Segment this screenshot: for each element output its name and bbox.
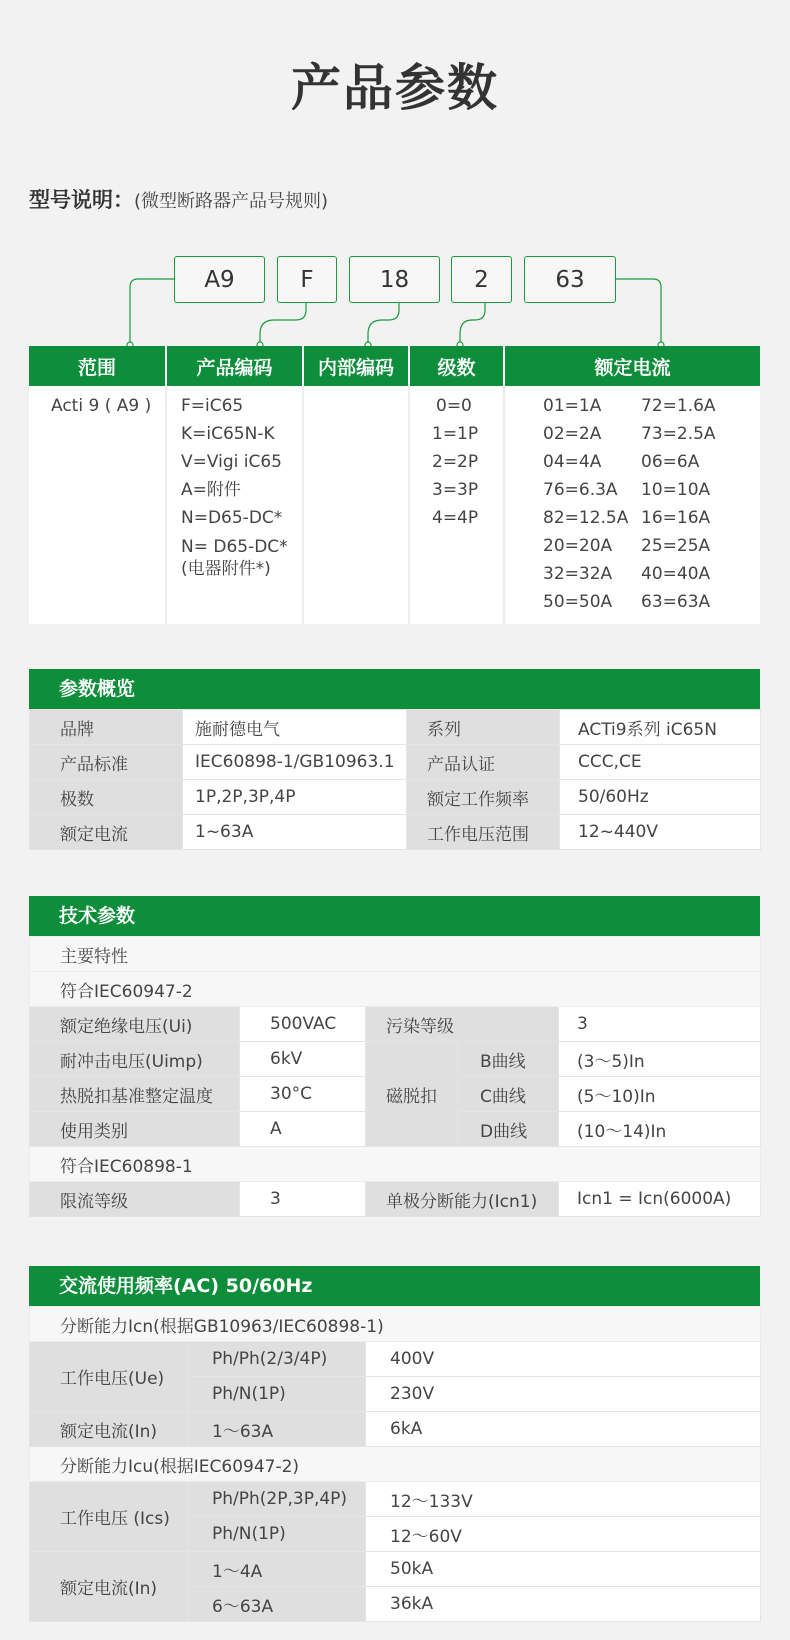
product-code-item: N= D65-DC* <box>181 537 288 557</box>
table-row <box>30 1007 761 1042</box>
param-label: 使用类别 <box>30 1112 240 1147</box>
param-value: A <box>240 1112 366 1147</box>
param-label: 工作电压(Ue) <box>30 1342 188 1412</box>
param-label: 耐冲击电压(Uimp) <box>30 1042 240 1077</box>
param-value: IEC60898-1/GB10963.1 <box>183 745 407 780</box>
table-row <box>30 815 761 850</box>
header-product-code: 产品编码 <box>166 346 303 386</box>
param-label: 极数 <box>30 780 183 815</box>
param-value: 3 <box>240 1182 366 1217</box>
code-box-product: F <box>277 256 337 303</box>
voltage-type: Ph/Ph(2/3/4P) <box>188 1342 366 1377</box>
header-rated-current: 额定电流 <box>504 346 760 386</box>
param-value: 500VAC <box>240 1007 366 1042</box>
param-label: 额定绝缘电压(Ui) <box>30 1007 240 1042</box>
param-value: 12〜133V <box>366 1482 761 1517</box>
header-internal-code: 内部编码 <box>303 346 409 386</box>
rated-current-cell <box>504 386 760 624</box>
param-value: CCC,CE <box>560 745 761 780</box>
param-value: 400V <box>366 1342 761 1377</box>
param-label: 工作电压范围 <box>407 815 560 850</box>
current-pair <box>543 504 760 532</box>
current-pair <box>543 560 760 588</box>
table-row <box>30 1412 761 1447</box>
overview-section-title: 参数概览 <box>29 669 760 709</box>
code-box-poles: 2 <box>451 256 512 303</box>
table-row <box>30 1342 761 1377</box>
current-range: 6〜63A <box>188 1587 366 1622</box>
product-code-item: K=iC65N-K <box>181 424 275 444</box>
code-box-current: 63 <box>524 256 616 303</box>
tech-section-title: 技术参数 <box>29 896 760 936</box>
param-label: 限流等级 <box>30 1182 240 1217</box>
code-box-range: A9 <box>174 256 265 303</box>
range-cell <box>29 386 166 624</box>
current-code: 16=16A <box>641 508 711 528</box>
pole-item: 3=3P <box>432 480 479 500</box>
current-range: 1〜4A <box>188 1552 366 1587</box>
current-pair <box>543 532 760 560</box>
param-value: 施耐德电气 <box>183 710 407 745</box>
poles-cell <box>409 386 504 624</box>
param-value: 12〜60V <box>366 1517 761 1552</box>
param-value: 50/60Hz <box>560 780 761 815</box>
param-value: 50kA <box>366 1552 761 1587</box>
curve-label: B曲线 <box>458 1042 559 1077</box>
ac-table <box>29 1306 761 1622</box>
param-label: 品牌 <box>30 710 183 745</box>
param-value: 1P,2P,3P,4P <box>183 780 407 815</box>
product-code-item: F=iC65 <box>181 396 244 416</box>
table-row <box>30 1042 761 1077</box>
voltage-type: Ph/N(1P) <box>188 1377 366 1412</box>
param-value: 36kA <box>366 1587 761 1622</box>
main-features-label: 主要特性 <box>30 937 761 972</box>
param-label: 单极分断能力(Icn1) <box>366 1182 559 1217</box>
table-row <box>30 745 761 780</box>
param-label: 热脱扣基准整定温度 <box>30 1077 240 1112</box>
param-label: 工作电压 (Ics) <box>30 1482 188 1552</box>
pole-item: 4=4P <box>432 508 479 528</box>
current-code: 72=1.6A <box>641 396 716 416</box>
model-heading-note: (微型断路器产品号规则) <box>134 191 329 212</box>
table-row <box>30 1552 761 1587</box>
current-code: 82=12.5A <box>543 508 629 528</box>
current-pair <box>543 476 760 504</box>
param-label: 产品标准 <box>30 745 183 780</box>
param-value: 230V <box>366 1377 761 1412</box>
current-code: 10=10A <box>641 480 711 500</box>
product-code-cell <box>166 386 303 624</box>
model-table <box>29 346 760 624</box>
icn-title: 分断能力Icn(根据GB10963/IEC60898-1) <box>30 1307 761 1342</box>
current-pair <box>543 588 760 616</box>
current-code: 25=25A <box>641 536 711 556</box>
table-row <box>30 780 761 815</box>
current-range: 1〜63A <box>188 1412 366 1447</box>
pole-item: 2=2P <box>432 452 479 472</box>
tech-table <box>29 936 761 1217</box>
header-poles: 级数 <box>409 346 504 386</box>
page-title: 产品参数 <box>291 59 499 117</box>
table-row <box>30 710 761 745</box>
current-code: 20=20A <box>543 536 613 556</box>
connector-lines <box>0 0 790 400</box>
param-value: 6kA <box>366 1412 761 1447</box>
pole-item: 0=0 <box>436 396 472 416</box>
current-code: 01=1A <box>543 396 602 416</box>
voltage-type: Ph/Ph(2P,3P,4P) <box>188 1482 366 1517</box>
model-heading-label: 型号说明： <box>29 188 134 212</box>
standard-label: 符合IEC60947-2 <box>30 972 761 1007</box>
current-code: 76=6.3A <box>543 480 618 500</box>
param-value: 6kV <box>240 1042 366 1077</box>
param-label: 额定电流 <box>30 815 183 850</box>
ac-section-title: 交流使用频率(AC) 50/60Hz <box>29 1266 760 1306</box>
current-code: 50=50A <box>543 592 613 612</box>
product-code-item: A=附件 <box>181 480 241 500</box>
param-value: 3 <box>559 1007 761 1042</box>
product-code-item: V=Vigi iC65 <box>181 452 282 472</box>
current-code: 02=2A <box>543 424 602 444</box>
curve-label: C曲线 <box>458 1077 559 1112</box>
current-code: 40=40A <box>641 564 711 584</box>
current-code: 73=2.5A <box>641 424 716 444</box>
param-label: 系列 <box>407 710 560 745</box>
voltage-type: Ph/N(1P) <box>188 1517 366 1552</box>
curve-label: D曲线 <box>458 1112 559 1147</box>
current-code: 63=63A <box>641 592 711 612</box>
curve-value: (10〜14)In <box>559 1112 761 1147</box>
current-code: 06=6A <box>641 452 700 472</box>
param-value: Icn1 = Icn(6000A) <box>559 1182 761 1217</box>
current-pair <box>543 448 760 476</box>
curve-value: (5〜10)In <box>559 1077 761 1112</box>
param-value: 12~440V <box>560 815 761 850</box>
param-label: 产品认证 <box>407 745 560 780</box>
table-row <box>30 1182 761 1217</box>
pole-item: 1=1P <box>432 424 479 444</box>
product-code-item: N=D65-DC* <box>181 508 283 528</box>
range-value: Acti 9 ( A9 ) <box>51 396 152 416</box>
current-pair <box>543 420 760 448</box>
param-value: 30°C <box>240 1077 366 1112</box>
table-row <box>30 1482 761 1517</box>
code-box-internal: 18 <box>349 256 440 303</box>
param-value: 1~63A <box>183 815 407 850</box>
current-code: 04=4A <box>543 452 602 472</box>
overview-table <box>29 709 761 850</box>
param-label: 磁脱扣 <box>366 1042 458 1147</box>
standard-label: 符合IEC60898-1 <box>30 1147 761 1182</box>
param-label: 额定工作频率 <box>407 780 560 815</box>
icu-title: 分断能力Icu(根据IEC60947-2) <box>30 1447 761 1482</box>
param-label: 额定电流(In) <box>30 1412 188 1447</box>
curve-value: (3〜5)In <box>559 1042 761 1077</box>
product-code-item: (电器附件*) <box>181 559 271 579</box>
param-label: 污染等级 <box>366 1007 559 1042</box>
header-range: 范围 <box>29 346 166 386</box>
param-value: ACTi9系列 iC65N <box>560 710 761 745</box>
internal-code-cell <box>303 386 409 624</box>
current-pair <box>543 392 760 420</box>
param-label: 额定电流(In) <box>30 1552 188 1622</box>
current-code: 32=32A <box>543 564 613 584</box>
